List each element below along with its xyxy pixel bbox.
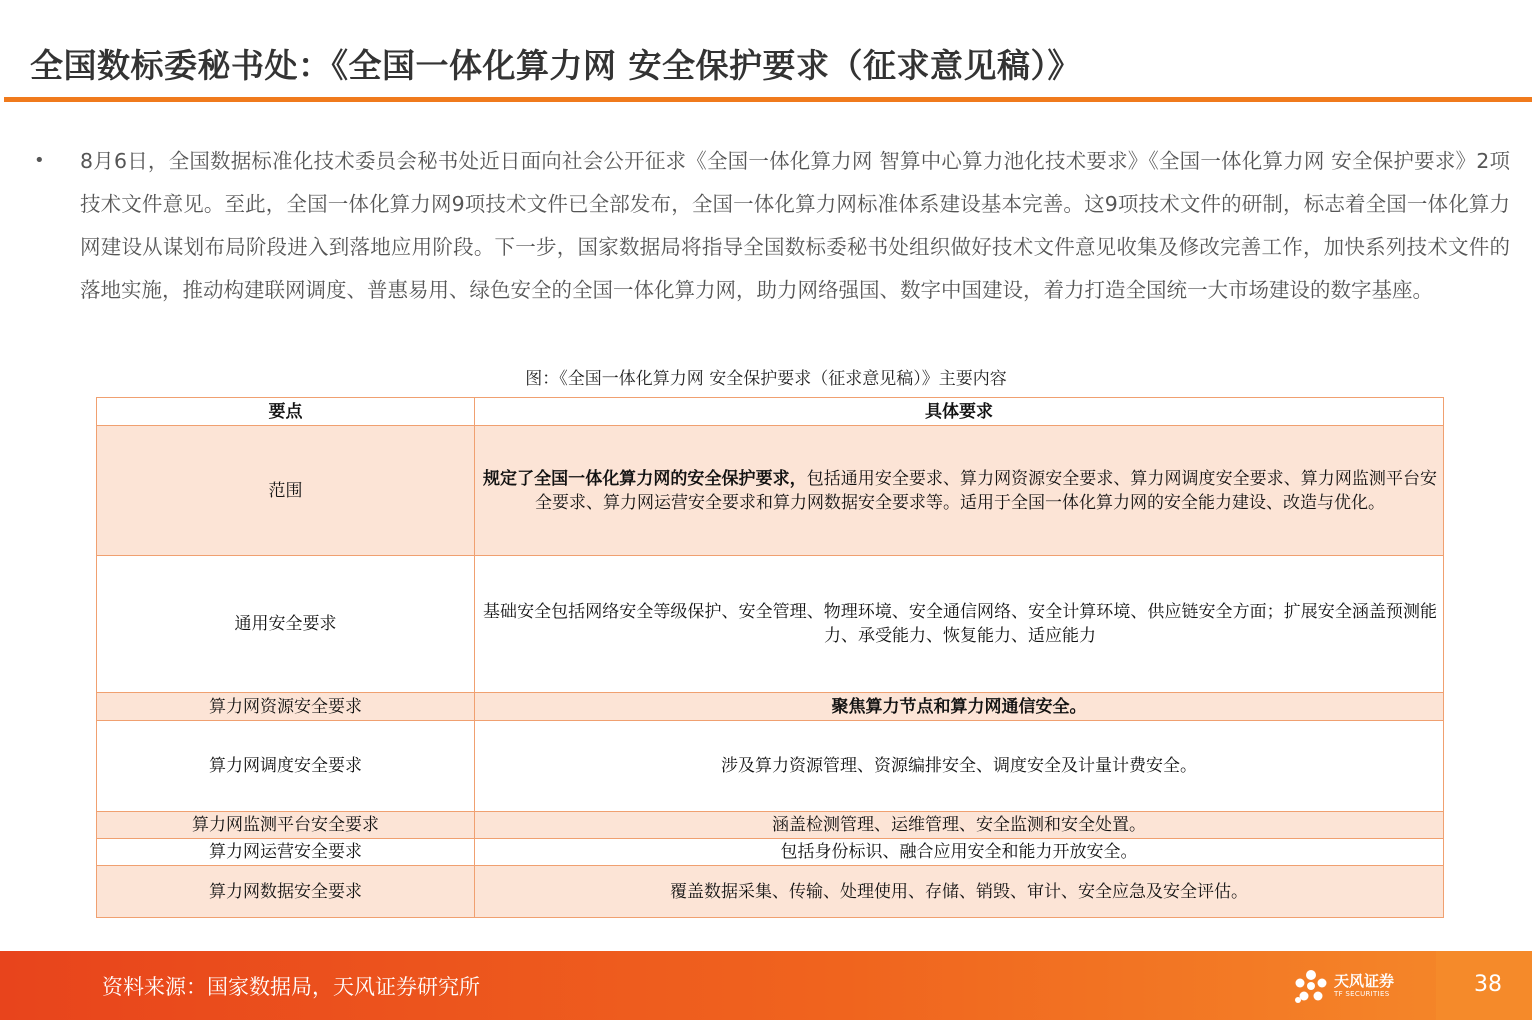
- figure-caption: 图：《全国一体化算力网 安全保护要求（征求意见稿）》主要内容: [525, 369, 1007, 389]
- row-requirement: 涉及算力资源管理、资源编排安全、调度安全及计量计费安全。: [475, 721, 1444, 812]
- row-requirement: [475, 693, 1444, 721]
- page-number: 38: [1474, 972, 1502, 997]
- row-requirement: 包括身份标识、融合应用安全和能力开放安全。: [475, 839, 1444, 866]
- title-divider: [4, 97, 1532, 102]
- row-point: 范围: [97, 426, 475, 556]
- table-row: [97, 866, 1444, 918]
- requirements-table: [96, 397, 1444, 918]
- logo-english: TF SECURITIES: [1334, 990, 1390, 998]
- table-row: [97, 426, 1444, 556]
- row-point: 算力网资源安全要求: [97, 693, 475, 721]
- row-requirement: 涵盖检测管理、运维管理、安全监测和安全处置。: [475, 812, 1444, 839]
- row-requirement-bold: 规定了全国一体化算力网的安全保护要求，: [483, 468, 807, 489]
- table-row: [97, 721, 1444, 812]
- bullet-marker: •: [34, 150, 45, 171]
- table-row: [97, 556, 1444, 693]
- source-note: 资料来源：国家数据局，天风证券研究所: [102, 975, 480, 999]
- table-row: [97, 812, 1444, 839]
- row-point: 算力网运营安全要求: [97, 839, 475, 866]
- row-requirement: [475, 426, 1444, 556]
- footer-bar: [0, 951, 1532, 1020]
- logo-chinese: 天风证券: [1334, 972, 1395, 990]
- table-header-row: [97, 398, 1444, 426]
- row-requirement-bold: 聚焦算力节点和算力网通信安全。: [831, 696, 1087, 717]
- row-requirement: [475, 556, 1444, 693]
- row-point: 通用安全要求: [97, 556, 475, 693]
- row-requirement: 覆盖数据采集、传输、处理使用、存储、销毁、审计、安全应急及安全评估。: [475, 866, 1444, 918]
- brand-logo: [1292, 967, 1394, 1005]
- row-point: 算力网监测平台安全要求: [97, 812, 475, 839]
- table-row: [97, 693, 1444, 721]
- row-requirement-text: 包括通用安全要求、算力网资源安全要求、算力网调度安全要求、算力网监测平台安全要求、算力网运营安全要求和算力网数据安全要求等。适用于全国一体化算力网的安全能力建设、改造与优化。: [535, 468, 1438, 513]
- flower-logo-icon: [1292, 967, 1330, 1005]
- row-point: 算力网数据安全要求: [97, 866, 475, 918]
- table-row: [97, 839, 1444, 866]
- row-requirement-text: 基础安全包括网络安全等级保护、安全管理、物理环境、安全通信网络、安全计算环境、供应链安全方面；扩展安全涵盖预测能力、承受能力、恢复能力、适应能力: [483, 602, 1437, 646]
- page-title: 全国数标委秘书处：《全国一体化算力网 安全保护要求（征求意见稿）》: [30, 46, 1081, 85]
- row-point: 算力网调度安全要求: [97, 721, 475, 812]
- body-paragraph: 8月6日，全国数据标准化技术委员会秘书处近日面向社会公开征求《全国一体化算力网 智算中心算力池化技术要求》《全国一体化算力网 安全保护要求》2项技术文件意见。至此，全国一体化算力网9项技术文件已全部发布，全国一体化算力网标准体系建设基本完善。这9项技术文件的研制，标志着全国一体化算力网建设从谋划布局阶段进入到落地应用阶段。下一步，国家数据局将指导全国数标委秘书处组织做好技术文件意见收集及修改完善工作，加快系列技术文件的落地实施，推动构建联网调度、普惠易用、绿色安全的全国一体化算力网，助力网络强国、数字中国建设，着力打造全国统一大市场建设的数字基座。: [80, 149, 1510, 302]
- header-requirement: 具体要求: [475, 398, 1444, 426]
- header-point: 要点: [97, 398, 475, 426]
